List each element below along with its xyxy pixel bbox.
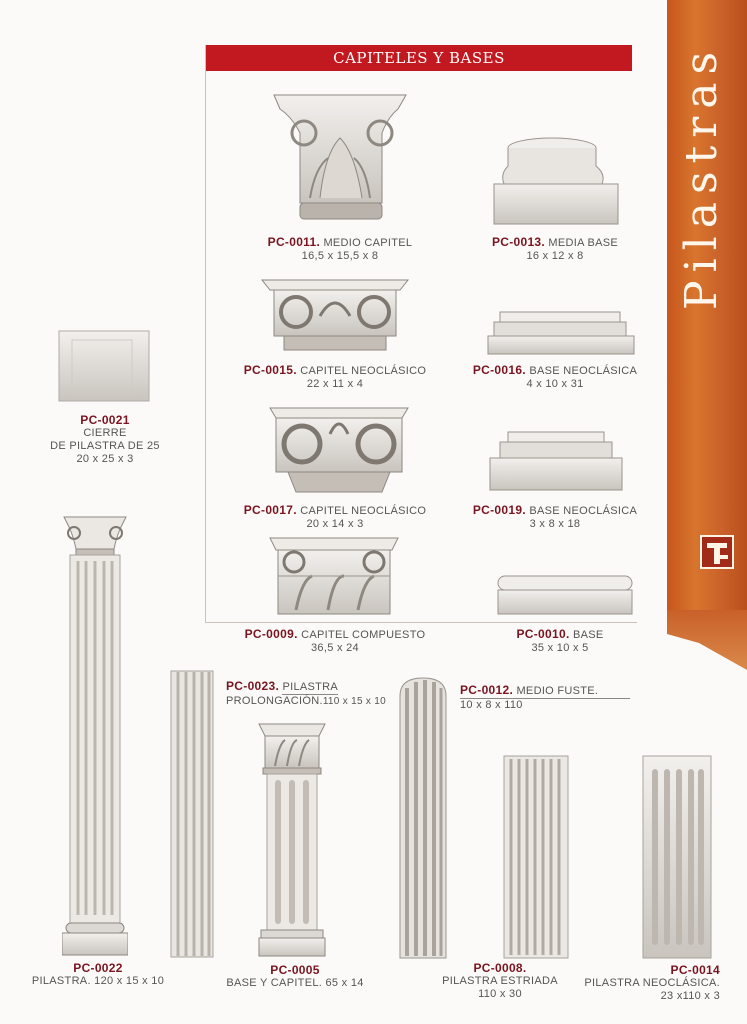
pc0008-label xyxy=(425,962,575,1001)
pc0023-dims: 110 x 15 x 10 xyxy=(322,696,387,707)
pc0022-code: PC-0022 xyxy=(73,961,123,975)
brand-logo-icon xyxy=(700,535,734,569)
pc0016-image xyxy=(486,310,636,356)
pc0021-dims: 20 x 25 x 3 xyxy=(76,453,134,465)
pc0009-name: CAPITEL COMPUESTO xyxy=(301,629,426,641)
pc0012-label xyxy=(460,684,630,712)
pc0016-label xyxy=(460,364,650,391)
pc0019-name: BASE NEOCLÁSICA xyxy=(529,505,638,517)
pc0005-name: BASE Y CAPITEL. xyxy=(226,977,323,989)
pc0017-dims: 20 x 14 x 3 xyxy=(306,518,364,530)
pc0021-line1: CIERRE xyxy=(83,427,127,439)
pc0008-name: PILASTRA ESTRIADA xyxy=(442,975,558,987)
pc0023-line2: PROLONGACIÓN. xyxy=(226,695,323,707)
pc0022-name: PILASTRA. xyxy=(31,975,91,987)
pc0009-dims: 36,5 x 24 xyxy=(311,642,359,654)
pc0017-name: CAPITEL NEOCLÁSICO xyxy=(300,505,427,517)
pc0008-code: PC-0008. xyxy=(473,961,527,975)
pc0005-code: PC-0005 xyxy=(270,963,320,977)
pc0008-image xyxy=(503,755,569,959)
pc0013-name: MEDIA BASE xyxy=(548,237,619,249)
pc0005-label xyxy=(210,964,380,990)
pc0016-dims: 4 x 10 x 31 xyxy=(526,378,584,390)
pc0017-image xyxy=(268,404,410,496)
pc0022-label xyxy=(18,962,178,988)
pc0014-image xyxy=(642,755,712,959)
pc0019-code: PC-0019. xyxy=(472,503,526,517)
pc0008-dims: 110 x 30 xyxy=(478,988,522,1000)
pc0014-label xyxy=(560,964,720,1003)
pc0011-name: MEDIO CAPITEL xyxy=(323,237,413,249)
pc0021-label xyxy=(40,414,170,466)
pc0009-image xyxy=(268,536,400,618)
pc0017-label xyxy=(230,504,440,531)
pc0011-code: PC-0011. xyxy=(267,235,321,249)
pc0012-image xyxy=(398,676,448,960)
pc0021-code: PC-0021 xyxy=(80,413,130,427)
pc0010-code: PC-0010. xyxy=(516,627,570,641)
pc0016-name: BASE NEOCLÁSICA xyxy=(529,365,638,377)
pc0011-dims: 16,5 x 15,5 x 8 xyxy=(301,250,379,262)
pc0005-image xyxy=(257,722,327,958)
pc0011-label xyxy=(250,236,430,263)
pc0010-name: BASE xyxy=(572,629,604,641)
pc0023-label xyxy=(226,680,396,708)
pc0013-code: PC-0013. xyxy=(491,235,546,249)
pc0019-image xyxy=(486,430,626,492)
pc0019-label xyxy=(460,504,650,531)
pc0013-dims: 16 x 12 x 8 xyxy=(526,250,584,262)
section-header: CAPITELES Y BASES xyxy=(206,45,632,71)
pc0005-dims: 65 x 14 xyxy=(325,977,364,989)
pc0021-image xyxy=(58,330,150,402)
pc0022-image xyxy=(62,515,128,957)
pc0011-image xyxy=(270,93,410,229)
pc0009-label xyxy=(230,628,440,655)
pc0015-image xyxy=(260,276,410,356)
pc0016-code: PC-0016. xyxy=(472,363,526,377)
pc0009-code: PC-0009. xyxy=(244,627,298,641)
pc0012-dims: 10 x 8 x 110 xyxy=(460,699,523,711)
pc0015-dims: 22 x 11 x 4 xyxy=(306,378,364,390)
pc0010-image xyxy=(496,574,634,616)
pc0010-dims: 35 x 10 x 5 xyxy=(531,642,589,654)
pc0015-label xyxy=(230,364,440,391)
pc0014-dims: 23 x110 x 3 xyxy=(660,990,720,1002)
pc0015-name: CAPITEL NEOCLÁSICO xyxy=(300,365,427,377)
pc0017-code: PC-0017. xyxy=(243,503,297,517)
pc0013-image xyxy=(490,136,620,226)
pc0023-code: PC-0023. xyxy=(226,679,280,693)
pc0019-dims: 3 x 8 x 18 xyxy=(529,518,581,530)
pc0012-code: PC-0012. xyxy=(460,683,514,697)
pc0010-label xyxy=(480,628,640,655)
pc0023-name: PILASTRA xyxy=(282,681,339,693)
pc0015-code: PC-0015. xyxy=(243,363,297,377)
pc0014-code: PC-0014 xyxy=(670,963,720,977)
pc0023-image xyxy=(170,670,214,958)
pc0021-line2: DE PILASTRA DE 25 xyxy=(50,440,160,452)
pc0013-label xyxy=(470,236,640,263)
pc0012-name: MEDIO FUSTE. xyxy=(516,685,599,697)
pc0014-name: PILASTRA NEOCLÁSICA. xyxy=(584,977,720,989)
pc0022-dims: 120 x 15 x 10 xyxy=(94,975,165,987)
